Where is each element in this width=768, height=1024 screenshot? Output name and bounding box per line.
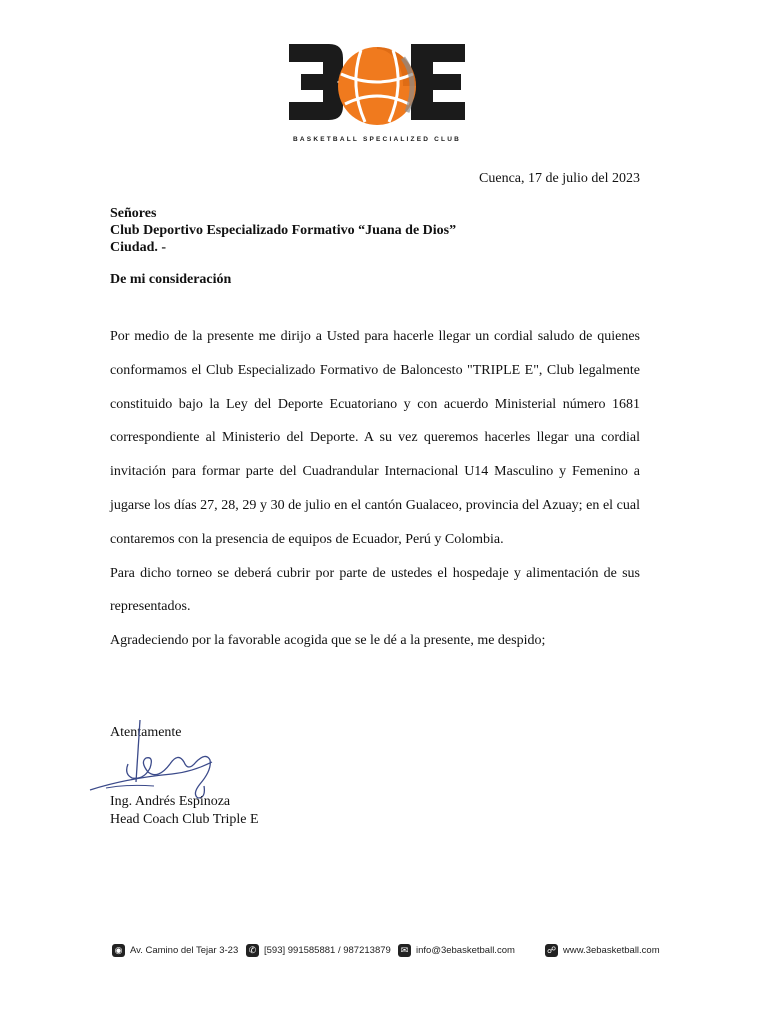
footer-address-text: Av. Camino del Tejar 3-23 [130, 945, 239, 956]
web-icon: ☍ [546, 945, 557, 955]
logo-graphic [285, 40, 470, 148]
footer-website-text[interactable]: www.3ebasketball.com [563, 945, 660, 956]
recipient-club: Club Deportivo Especializado Formativo “Juana de Dios” [110, 223, 457, 238]
location-icon: ◉ [112, 944, 125, 957]
footer-website[interactable] [545, 944, 660, 957]
recipient-salutation: Señores [110, 206, 157, 221]
signer-name: Ing. Andrés Espinoza [110, 794, 231, 809]
closing: Atentamente [110, 725, 182, 740]
body-paragraph-2: Para dicho torneo se deberá cubrir por parte de ustedes el hospedaje y alimentación de sus representados. [110, 565, 640, 615]
footer-email-text[interactable]: info@3ebasketball.com [416, 945, 515, 956]
phone-icon: ✆ [246, 944, 259, 957]
body-paragraph-1: Por medio de la presente me dirijo a Usted para hacerle llegar un cordial saludo de quienes conformamos el Club Especializado Formativo de Baloncesto "TRIPLE E", Club legalmente constituido bajo la Ley del Deporte Ecuatoriano y con acuerdo Ministerial número 1681 correspondiente al Ministerio del Deporte. A su vez queremos hacerles llegar una cordial invitación para formar parte del Cuadrandular Internacional U14 Masculino y Femenino a jugarse los días 27, 28, 29 y 30 de julio en el cantón Gualaceo, provincia del Azuay; en el cual contaremos con la presencia de equipos de Ecuador, Perú y Colombia. [110, 329, 640, 547]
signer-title: Head Coach Club Triple E [110, 812, 259, 827]
footer-phones [246, 944, 391, 957]
letter-date: Cuenca, 17 de julio del 2023 [479, 171, 640, 186]
greeting: De mi consideración [110, 272, 232, 287]
footer-email[interactable] [398, 944, 515, 957]
signer-block [110, 793, 259, 829]
body-paragraph-3: Agradeciendo por la favorable acogida que se le dé a la presente, me despido; [110, 633, 546, 649]
contact-footer [110, 944, 680, 964]
club-logo [285, 40, 470, 148]
logo-tagline: BASKETBALL SPECIALIZED CLUB [293, 136, 461, 143]
recipient-city: Ciudad. - [110, 240, 167, 255]
email-icon: ✉ [398, 944, 411, 957]
footer-phones-text: [593] 991585881 / 987213879 [264, 945, 391, 956]
letter-body [110, 320, 640, 658]
footer-address [112, 944, 238, 957]
recipient-block [110, 205, 456, 256]
